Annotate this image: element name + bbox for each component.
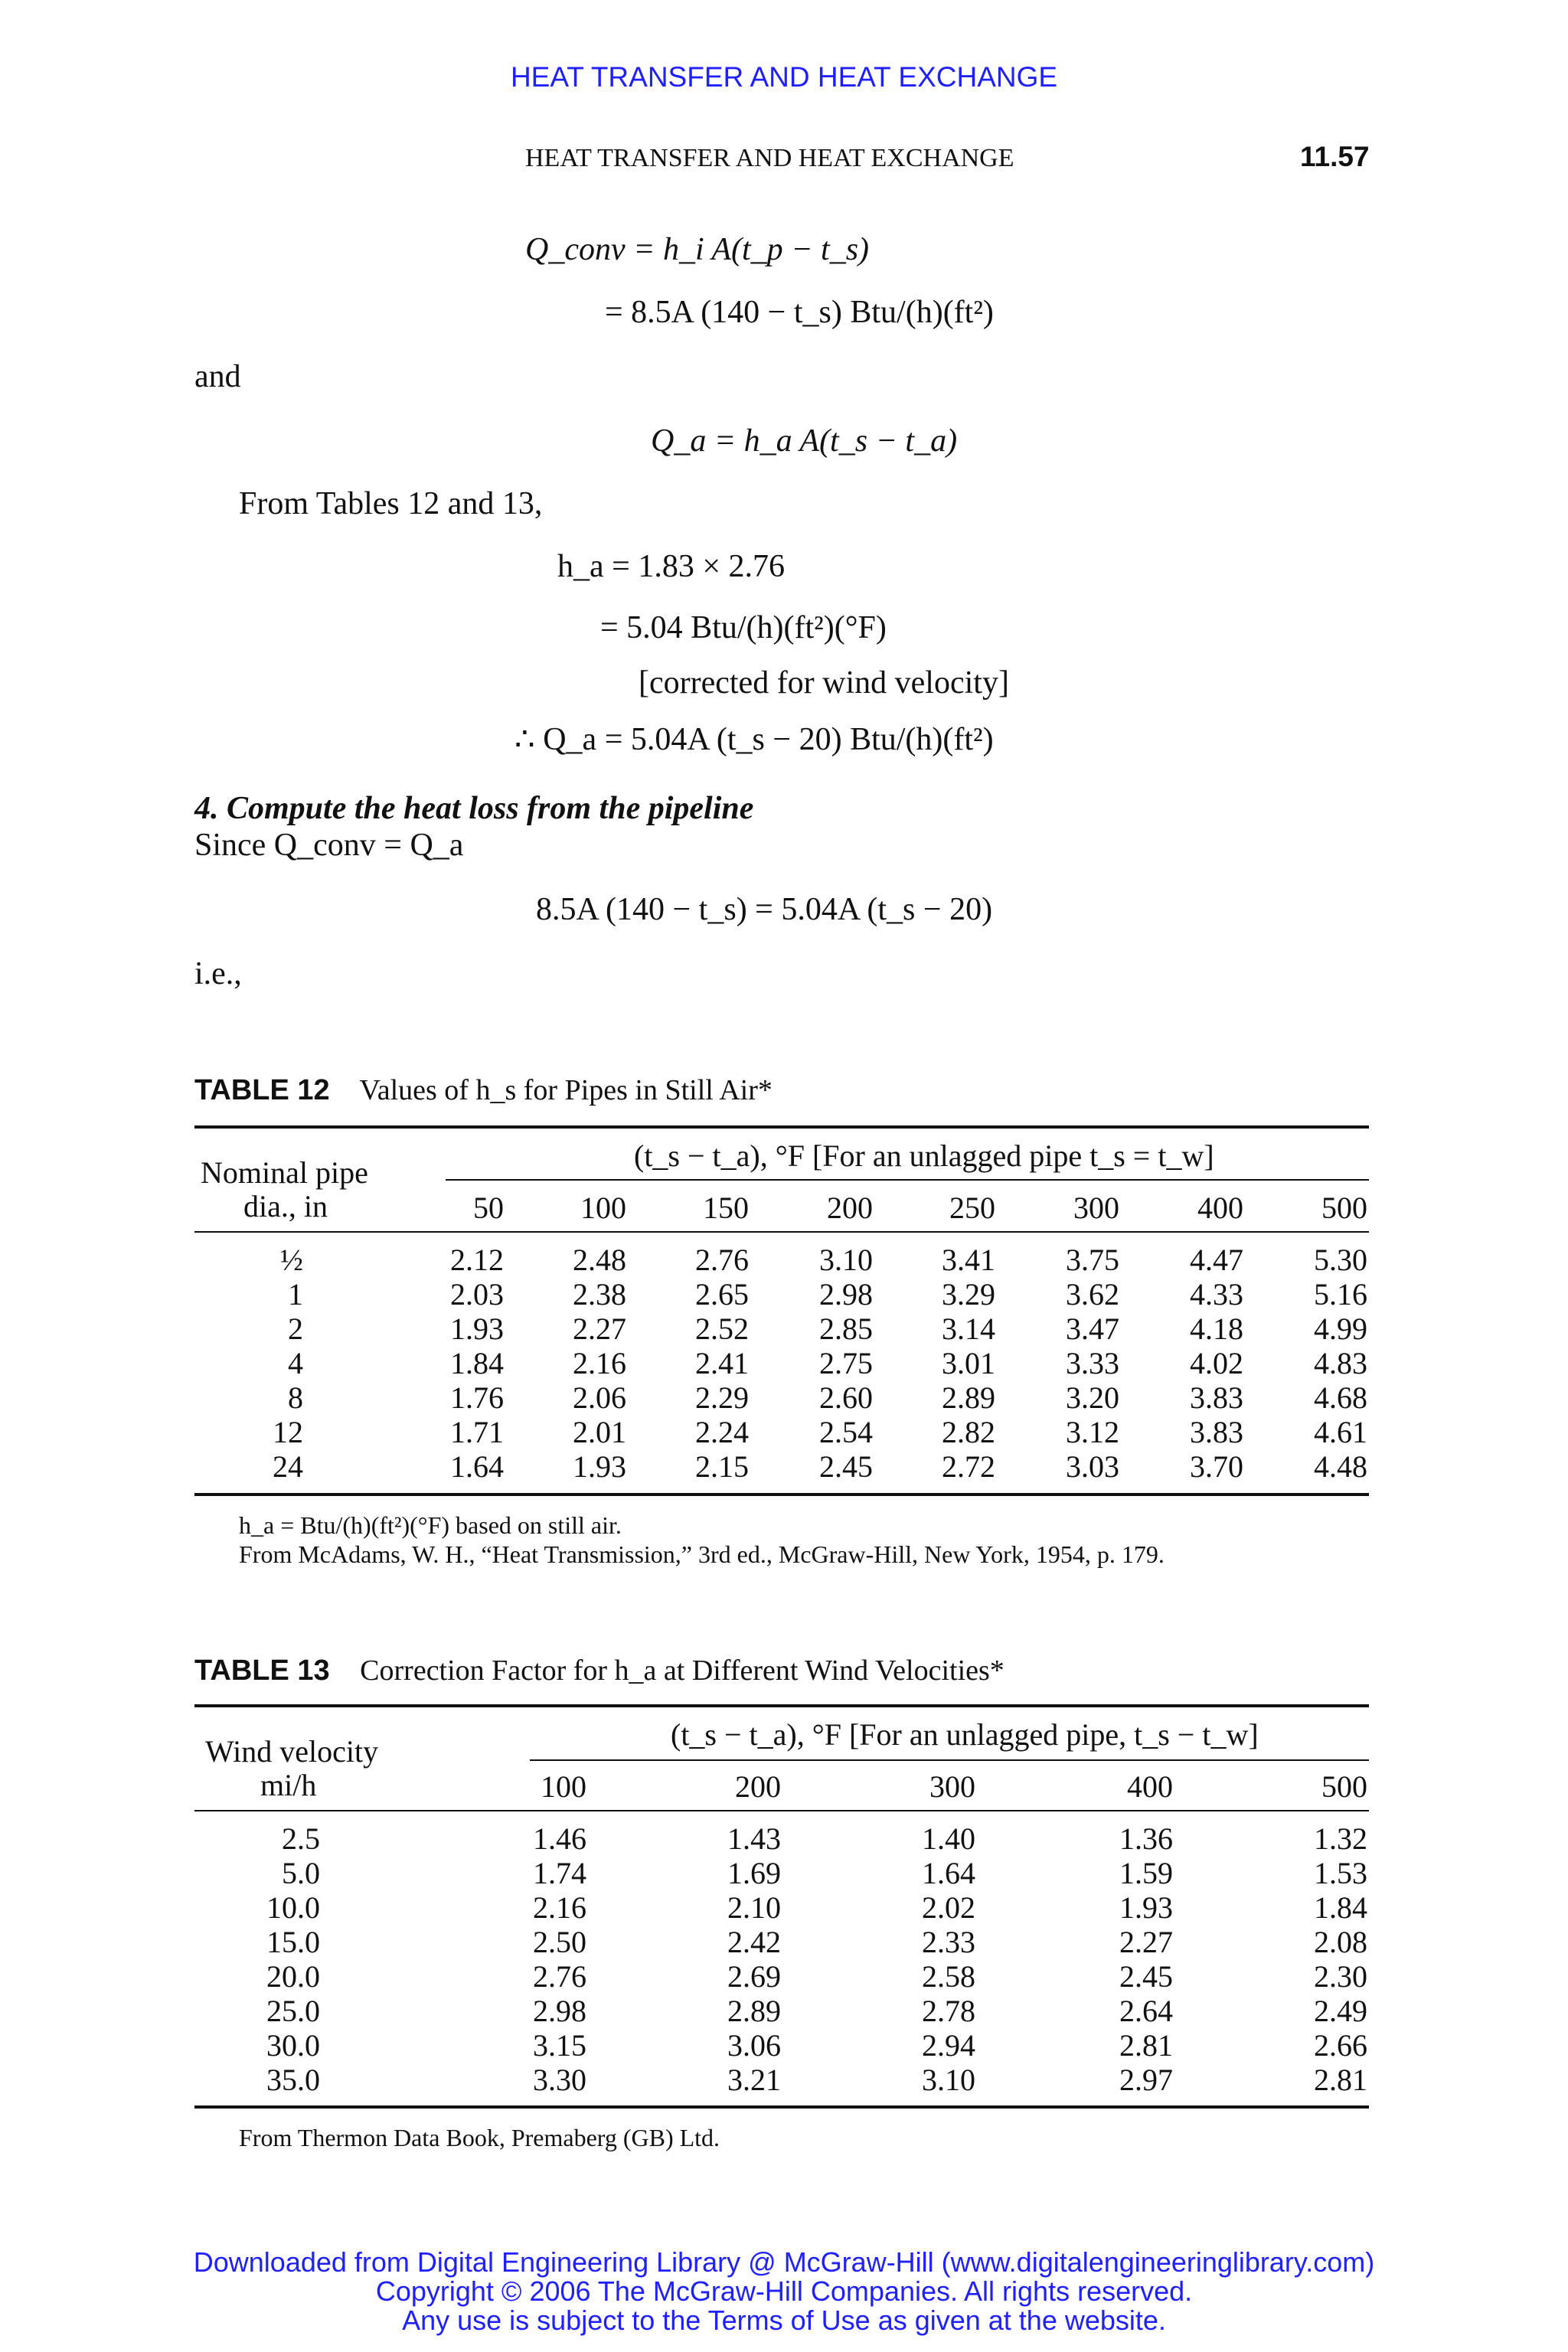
page-header-title: HEAT TRANSFER AND HEAT EXCHANGE <box>525 144 1014 172</box>
table-cell: 2.52 <box>695 1312 749 1346</box>
table-13-header-rule <box>194 1810 1369 1811</box>
column-header: 500 <box>1321 1191 1367 1225</box>
row-label: 15.0 <box>266 1925 320 1959</box>
table-cell: 2.89 <box>942 1380 995 1415</box>
text-and: and <box>194 359 241 394</box>
table-cell: 1.84 <box>1314 1890 1367 1925</box>
table-cell: 3.62 <box>1066 1277 1119 1312</box>
table-cell: 4.83 <box>1314 1346 1367 1380</box>
table-cell: 1.76 <box>450 1380 504 1415</box>
table-cell: 2.98 <box>533 1994 586 2028</box>
table-cell: 2.30 <box>1314 1959 1367 1994</box>
table-cell: 1.93 <box>450 1312 504 1346</box>
table-cell: 1.40 <box>922 1821 975 1856</box>
table-13-row-header-2: mi/h <box>260 1768 317 1802</box>
table-cell: 4.47 <box>1190 1243 1243 1277</box>
table-cell: 3.06 <box>727 2028 781 2063</box>
table-cell: 2.54 <box>819 1415 873 1449</box>
column-header: 250 <box>949 1191 995 1225</box>
table-cell: 2.12 <box>450 1243 504 1277</box>
table-13-note-source: From Thermon Data Book, Premaberg (GB) Ltd. <box>239 2124 720 2151</box>
table-cell: 2.16 <box>573 1346 626 1380</box>
table-cell: 2.15 <box>695 1449 749 1484</box>
table-cell: 2.45 <box>819 1449 873 1484</box>
table-12-bottom-rule <box>194 1493 1369 1496</box>
table-cell: 2.27 <box>1119 1925 1173 1959</box>
column-header: 150 <box>703 1191 749 1225</box>
table-12-row-header-2: dia., in <box>243 1189 328 1223</box>
column-header: 100 <box>541 1769 586 1804</box>
table-cell: 2.76 <box>695 1243 749 1277</box>
table-cell: 1.64 <box>922 1856 975 1890</box>
equation-q-a-result: ∴ Q_a = 5.04A (t_s − 20) Btu/(h)(ft²) <box>514 722 994 757</box>
table-12-note-source: From McAdams, W. H., “Heat Transmission,” 3rd ed., McGraw-Hill, New York, 1954, p. 179. <box>239 1540 1165 1568</box>
table-cell: 2.49 <box>1314 1994 1367 2028</box>
table-12-caption <box>194 1073 773 1107</box>
step-4-heading: 4. Compute the heat loss from the pipeline <box>194 791 754 826</box>
table-cell: 1.74 <box>533 1856 586 1890</box>
column-header: 400 <box>1197 1191 1243 1225</box>
table-cell: 1.59 <box>1119 1856 1173 1890</box>
table-cell: 2.24 <box>695 1415 749 1449</box>
table-cell: 2.85 <box>819 1312 873 1346</box>
table-cell: 4.61 <box>1314 1415 1367 1449</box>
table-cell: 2.42 <box>727 1925 781 1959</box>
table-cell: 3.14 <box>942 1312 995 1346</box>
table-cell: 2.89 <box>727 1994 781 2028</box>
column-header: 100 <box>580 1191 626 1225</box>
table-13-label: TABLE 13 <box>194 1655 330 1687</box>
table-cell: 2.10 <box>727 1890 781 1925</box>
column-header: 400 <box>1127 1769 1173 1804</box>
table-12-group-header: (t_s − t_a), °F [For an unlagged pipe t_s = t_w] <box>634 1138 1214 1173</box>
table-cell: 2.58 <box>922 1959 975 1994</box>
table-cell: 2.01 <box>573 1415 626 1449</box>
row-label: ½ <box>280 1243 303 1277</box>
column-header: 300 <box>1073 1191 1119 1225</box>
row-label: 8 <box>288 1380 303 1415</box>
table-cell: 2.81 <box>1119 2028 1173 2063</box>
table-cell: 1.93 <box>1119 1890 1173 1925</box>
table-cell: 3.30 <box>533 2063 586 2097</box>
table-cell: 2.66 <box>1314 2028 1367 2063</box>
table-cell: 3.03 <box>1066 1449 1119 1484</box>
text-ie: i.e., <box>194 956 242 991</box>
table-cell: 3.83 <box>1190 1380 1243 1415</box>
column-header: 300 <box>929 1769 975 1804</box>
equation-q-a: Q_a = h_a A(t_s − t_a) <box>651 423 958 459</box>
table-cell: 3.41 <box>942 1243 995 1277</box>
footer-terms[interactable]: Any use is subject to the Terms of Use as given at the website. <box>402 2305 1166 2336</box>
table-13-group-header: (t_s − t_a), °F [For an unlagged pipe, t_s − t_w] <box>671 1717 1259 1752</box>
table-cell: 2.48 <box>573 1243 626 1277</box>
row-label: 30.0 <box>266 2028 320 2063</box>
table-cell: 2.16 <box>533 1890 586 1925</box>
page-number: 11.57 <box>1300 141 1370 172</box>
footer-copyright[interactable]: Copyright © 2006 The McGraw-Hill Companies. All rights reserved. <box>375 2275 1193 2307</box>
column-header: 50 <box>473 1191 504 1225</box>
table-12-row-header-1: Nominal pipe <box>201 1155 368 1190</box>
table-cell: 2.45 <box>1119 1959 1173 1994</box>
row-label: 24 <box>273 1449 303 1484</box>
table-12-group-rule <box>446 1179 1369 1181</box>
table-cell: 3.47 <box>1066 1312 1119 1346</box>
table-cell: 2.02 <box>922 1890 975 1925</box>
table-cell: 2.82 <box>942 1415 995 1449</box>
table-cell: 2.98 <box>819 1277 873 1312</box>
equation-balance: 8.5A (140 − t_s) = 5.04A (t_s − 20) <box>536 892 993 927</box>
table-cell: 2.60 <box>819 1380 873 1415</box>
table-cell: 2.81 <box>1314 2063 1367 2097</box>
text-from-tables: From Tables 12 and 13, <box>239 486 543 521</box>
table-cell: 2.78 <box>922 1994 975 2028</box>
table-cell: 2.08 <box>1314 1925 1367 1959</box>
table-cell: 3.12 <box>1066 1415 1119 1449</box>
table-cell: 1.43 <box>727 1821 781 1856</box>
row-label: 4 <box>288 1346 303 1380</box>
table-12-header-rule <box>194 1231 1369 1233</box>
table-cell: 3.15 <box>533 2028 586 2063</box>
table-cell: 3.01 <box>942 1346 995 1380</box>
row-label: 2.5 <box>282 1821 320 1856</box>
table-12-note-units: h_a = Btu/(h)(ft²)(°F) based on still air. <box>239 1511 622 1539</box>
table-cell: 1.69 <box>727 1856 781 1890</box>
table-cell: 2.64 <box>1119 1994 1173 2028</box>
row-label: 10.0 <box>266 1890 320 1925</box>
column-header: 200 <box>827 1191 873 1225</box>
table-cell: 3.33 <box>1066 1346 1119 1380</box>
row-label: 25.0 <box>266 1994 320 2028</box>
table-cell: 2.29 <box>695 1380 749 1415</box>
table-cell: 2.94 <box>922 2028 975 2063</box>
row-label: 1 <box>288 1277 303 1312</box>
table-cell: 4.48 <box>1314 1449 1367 1484</box>
equation-h-a-value: = 5.04 Btu/(h)(ft²)(°F) <box>600 610 887 645</box>
table-cell: 2.75 <box>819 1346 873 1380</box>
table-cell: 2.33 <box>922 1925 975 1959</box>
row-label: 35.0 <box>266 2063 320 2097</box>
table-13-caption <box>194 1654 1004 1687</box>
table-cell: 2.50 <box>533 1925 586 1959</box>
equation-h-a: h_a = 1.83 × 2.76 <box>557 549 786 584</box>
table-cell: 1.64 <box>450 1449 504 1484</box>
table-13-title: Correction Factor for h_a at Different Wind Velocities* <box>360 1655 1004 1687</box>
text-wind-correction: [corrected for wind velocity] <box>639 665 1009 701</box>
table-12-title: Values of h_s for Pipes in Still Air* <box>359 1074 773 1106</box>
row-label: 20.0 <box>266 1959 320 1994</box>
table-13-bottom-rule <box>194 2105 1369 2109</box>
table-cell: 1.93 <box>573 1449 626 1484</box>
table-cell: 4.02 <box>1190 1346 1243 1380</box>
table-cell: 3.10 <box>922 2063 975 2097</box>
table-12-top-rule <box>194 1125 1369 1129</box>
table-13-group-rule <box>530 1759 1369 1761</box>
table-cell: 2.27 <box>573 1312 626 1346</box>
table-cell: 4.33 <box>1190 1277 1243 1312</box>
table-cell: 4.68 <box>1314 1380 1367 1415</box>
table-cell: 3.75 <box>1066 1243 1119 1277</box>
table-cell: 3.21 <box>727 2063 781 2097</box>
table-cell: 4.18 <box>1190 1312 1243 1346</box>
equation-q-conv: Q_conv = h_i A(t_p − t_s) <box>525 232 870 267</box>
table-cell: 1.46 <box>533 1821 586 1856</box>
table-cell: 2.72 <box>942 1449 995 1484</box>
table-cell: 3.70 <box>1190 1449 1243 1484</box>
table-cell: 1.32 <box>1314 1821 1367 1856</box>
table-cell: 3.83 <box>1190 1415 1243 1449</box>
table-cell: 1.84 <box>450 1346 504 1380</box>
table-cell: 3.20 <box>1066 1380 1119 1415</box>
text-since: Since Q_conv = Q_a <box>194 828 464 863</box>
table-cell: 2.38 <box>573 1277 626 1312</box>
table-cell: 3.10 <box>819 1243 873 1277</box>
table-13-top-rule <box>194 1704 1369 1707</box>
table-cell: 2.06 <box>573 1380 626 1415</box>
table-cell: 1.71 <box>450 1415 504 1449</box>
row-label: 12 <box>273 1415 303 1449</box>
footer-download-link[interactable]: Downloaded from Digital Engineering Library @ McGraw-Hill (www.digitalengineeringlibrary.com) <box>193 2246 1375 2278</box>
table-cell: 2.41 <box>695 1346 749 1380</box>
table-cell: 5.30 <box>1314 1243 1367 1277</box>
table-cell: 4.99 <box>1314 1312 1367 1346</box>
column-header: 500 <box>1321 1769 1367 1804</box>
row-label: 5.0 <box>282 1856 320 1890</box>
running-head-link[interactable]: HEAT TRANSFER AND HEAT EXCHANGE <box>510 61 1058 93</box>
table-12-label: TABLE 12 <box>194 1074 330 1106</box>
table-13-row-header-1: Wind velocity <box>205 1734 379 1769</box>
table-cell: 5.16 <box>1314 1277 1367 1312</box>
table-cell: 2.65 <box>695 1277 749 1312</box>
table-cell: 3.29 <box>942 1277 995 1312</box>
table-cell: 2.97 <box>1119 2063 1173 2097</box>
row-label: 2 <box>288 1312 303 1346</box>
table-cell: 2.76 <box>533 1959 586 1994</box>
table-cell: 1.36 <box>1119 1821 1173 1856</box>
table-cell: 1.53 <box>1314 1856 1367 1890</box>
table-cell: 2.03 <box>450 1277 504 1312</box>
column-header: 200 <box>735 1769 781 1804</box>
table-cell: 2.69 <box>727 1959 781 1994</box>
equation-q-conv-value: = 8.5A (140 − t_s) Btu/(h)(ft²) <box>605 295 994 330</box>
